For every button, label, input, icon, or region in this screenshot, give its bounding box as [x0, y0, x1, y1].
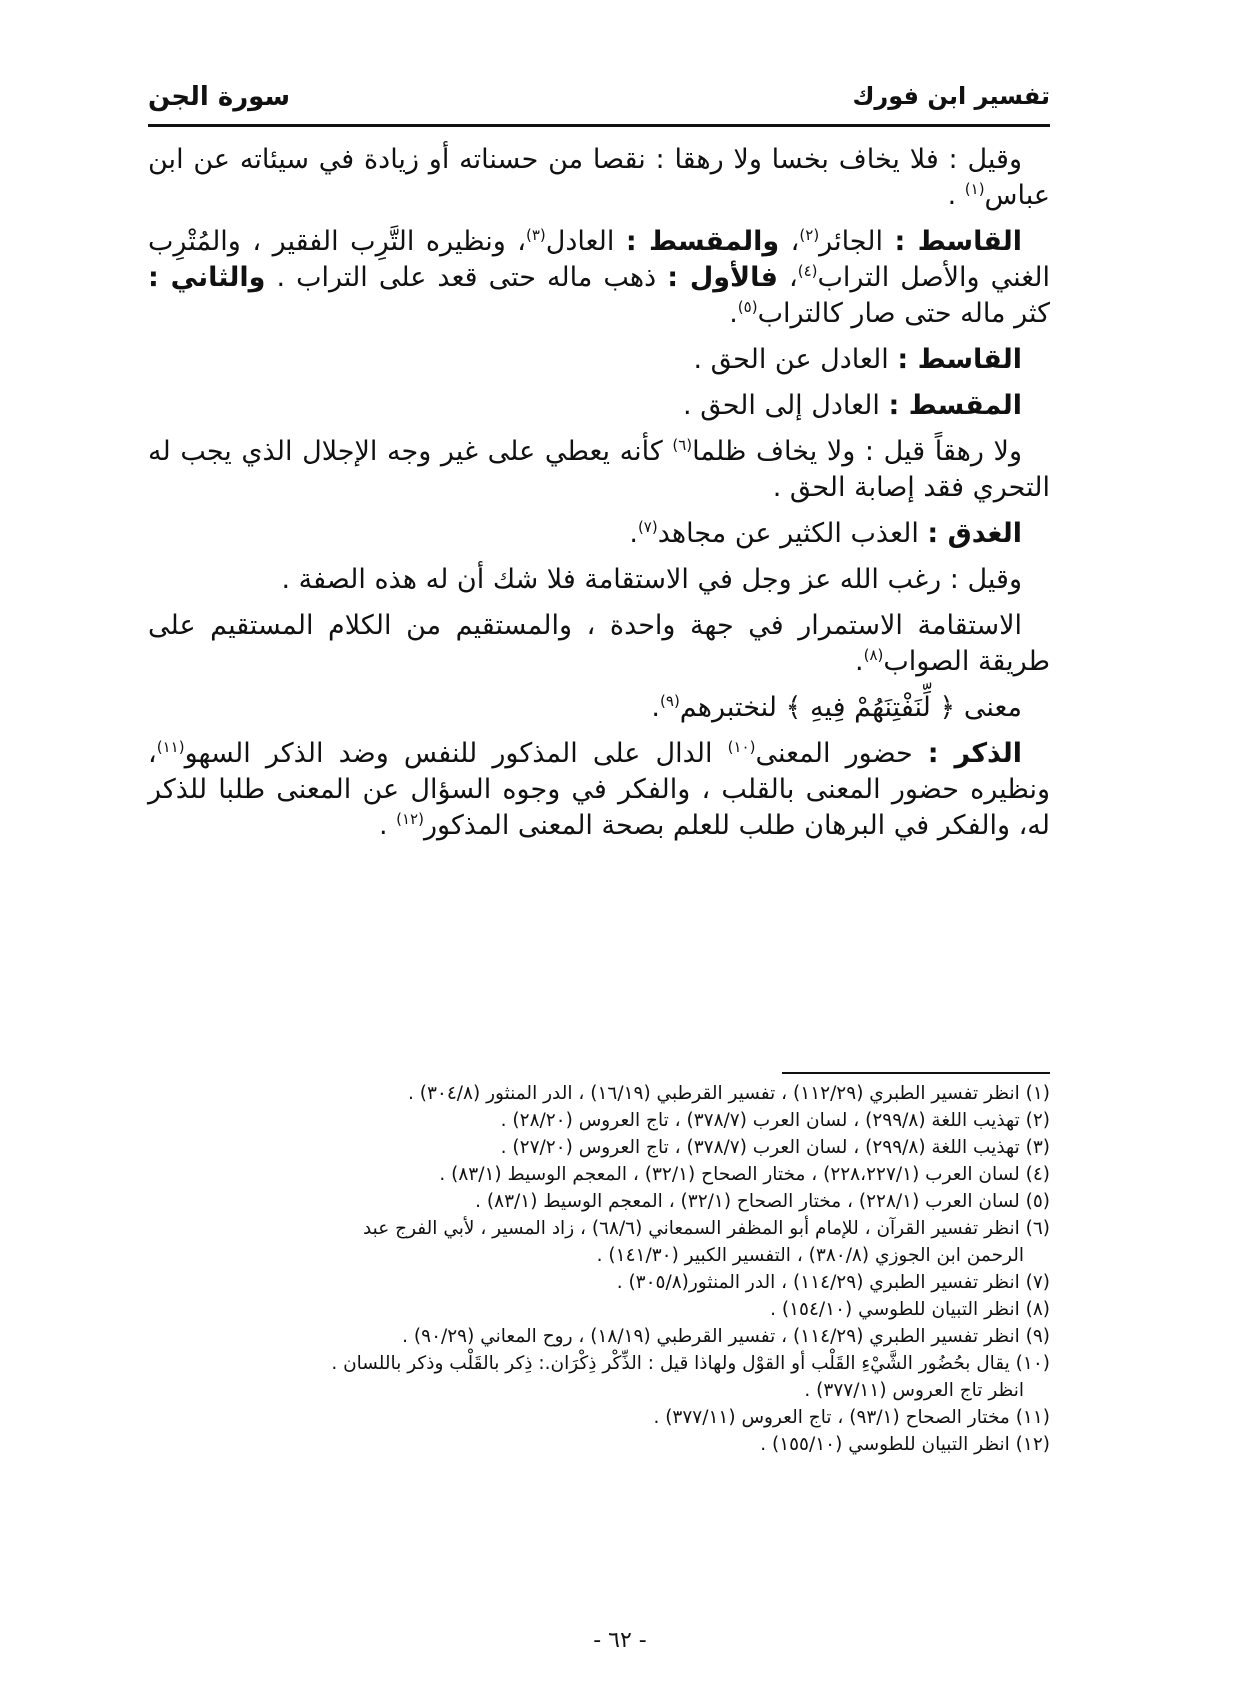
defined-term: والثاني :	[148, 262, 266, 293]
footnote	[148, 1215, 1050, 1269]
text-run: ولا رهقاً قيل : ولا يخاف ظلما	[692, 436, 1022, 467]
footnote-ref: (٧)	[637, 518, 658, 536]
footnote-continuation: انظر تاج العروس (٣٧٧/١١) .	[804, 1380, 1024, 1401]
text-run: العادل	[545, 226, 626, 257]
text-run: .	[947, 180, 965, 211]
footnotes	[148, 1080, 1050, 1458]
footnote	[148, 1107, 1050, 1134]
footnote	[148, 1188, 1050, 1215]
footnote-text: (٣) تهذيب اللغة (٢٩٩/٨) ، لسان العرب (٣٧٨/٧) ، تاج العروس (٢٧/٢٠) .	[500, 1137, 1050, 1158]
paragraph	[148, 690, 1050, 726]
running-header	[148, 82, 1050, 124]
text-run: ، ونظيره التَّرِب الفقير ، والمُتْرِب الغني والأصل التراب	[148, 226, 1050, 293]
defined-term: القاسط :	[897, 344, 1022, 375]
footnote	[148, 1134, 1050, 1161]
footnote-separator	[782, 1072, 1050, 1074]
paragraph	[148, 388, 1050, 424]
footnote-text: (٨) انظر التبيان للطوسي (١٥٤/١٠) .	[770, 1299, 1050, 1320]
text-run: .	[854, 646, 864, 677]
footnote-text: (١٢) انظر التبيان للطوسي (١٥٥/١٠) .	[760, 1434, 1050, 1455]
text-run: وقيل : رغب الله عز وجل في الاستقامة فلا شك أن له هذه الصفة .	[281, 564, 1022, 595]
book-title: تفسير ابن فورك	[852, 82, 1050, 110]
paragraph	[148, 736, 1050, 844]
footnote	[148, 1323, 1050, 1350]
text-run: كأنه يعطي على غير وجه الإجلال الذي يجب له التحري فقد إصابة الحق .	[148, 436, 1050, 503]
footnote	[148, 1080, 1050, 1107]
text-run: الدال على المذكور للنفس وضد الذكر السهو	[184, 738, 728, 769]
text-run: ، ونظيره حضور المعنى بالقلب ، والفكر في وجوه السؤال عن المعنى طلبا للذكر له، والفكر في البرهان طلب للعلم بصحة المعنى المذكور	[148, 738, 1050, 841]
paragraph	[148, 608, 1050, 680]
defined-term: المقسط :	[888, 390, 1022, 421]
footnote-text: (٩) انظر تفسير الطبري (١١٤/٢٩) ، تفسير القرطبي (١٨/١٩) ، روح المعاني (٩٠/٢٩) .	[402, 1326, 1050, 1347]
text-run: العذب الكثير عن مجاهد	[657, 518, 928, 549]
text-run: الاستقامة الاستمرار في جهة واحدة ، والمستقيم من الكلام المستقيم على طريقة الصواب	[148, 610, 1050, 677]
quran-quote: ﴿ لِّنَفْتِنَهُمْ فِيهِ ﴾	[785, 692, 956, 723]
defined-term: فالأول :	[667, 262, 778, 293]
footnote-ref: (١)	[964, 180, 985, 198]
text-run: ،	[777, 262, 798, 293]
text-run: حضور المعنى	[755, 738, 928, 769]
text-run: .	[629, 518, 638, 549]
page-number: - ٦٢ -	[593, 1628, 647, 1653]
text-run: .	[378, 810, 397, 841]
text-run: وقيل : فلا يخاف بخسا ولا رهقا : نقصا من حسناته أو زيادة في سيئاته عن ابن عباس	[148, 144, 1050, 211]
defined-term: الذكر :	[927, 738, 1023, 769]
footnote-ref: (٨)	[863, 646, 884, 664]
paragraph	[148, 342, 1050, 378]
footnote-ref: (٩)	[660, 692, 680, 710]
text-run: ذهب ماله حتى قعد على التراب .	[265, 262, 668, 293]
text-run: معنى	[955, 692, 1022, 723]
footnote-text: (٢) تهذيب اللغة (٢٩٩/٨) ، لسان العرب (٣٧٨/٧) ، تاج العروس (٢٨/٢٠) .	[500, 1110, 1050, 1131]
footnote-ref: (١٢)	[396, 810, 424, 828]
footnote-ref: (٣)	[526, 226, 546, 244]
main-text	[148, 142, 1050, 854]
footnote-text: (٦) انظر تفسير القرآن ، للإمام أبو المظفر السمعاني (٦٨/٦) ، زاد المسير ، لأبي الفرج عبد	[362, 1218, 1050, 1239]
footnote-ref: (٦)	[672, 436, 693, 454]
defined-term: والمقسط :	[625, 226, 780, 257]
paragraph	[148, 224, 1050, 332]
paragraph	[148, 142, 1050, 214]
text-run: العادل عن الحق .	[693, 344, 898, 375]
header-rule	[148, 124, 1050, 127]
footnote	[148, 1161, 1050, 1188]
text-run: العادل إلى الحق .	[683, 390, 889, 421]
footnote-ref: (٥)	[737, 298, 758, 316]
text-run: الجائر	[819, 226, 895, 257]
footnote	[148, 1296, 1050, 1323]
footnote-text: (٤) لسان العرب (٢٢٨،٢٢٧/١) ، مختار الصحاح (٣٢/١) ، المعجم الوسيط (٨٣/١) .	[439, 1164, 1050, 1185]
footnote-text: (٥) لسان العرب (٢٢٨/١) ، مختار الصحاح (٣٢/١) ، المعجم الوسيط (٨٣/١) .	[475, 1191, 1050, 1212]
footnote-ref: (٢)	[799, 226, 820, 244]
text-run: .	[729, 298, 738, 329]
footnote-text: (١) انظر تفسير الطبري (١١٢/٢٩) ، تفسير القرطبي (١٦/١٩) ، الدر المنثور (٣٠٤/٨) .	[408, 1083, 1050, 1104]
footnote-ref: (١٠)	[727, 738, 756, 756]
paragraph	[148, 516, 1050, 552]
footnote	[148, 1269, 1050, 1296]
footnote	[148, 1404, 1050, 1431]
footnote	[148, 1431, 1050, 1458]
footnote-text: (١٠) يقال بحُضُور الشَّيْءِ القَلْب أو القوْل ولهاذا قيل : الذِّكْر ذِكْرَان.: ذِكر بالقَلْب وذكر باللسان .	[331, 1353, 1050, 1374]
defined-term: القاسط :	[894, 226, 1023, 257]
paragraph	[148, 434, 1050, 506]
footnote-text: (١١) مختار الصحاح (٩٣/١) ، تاج العروس (٣٧٧/١١) .	[653, 1407, 1050, 1428]
footnote	[148, 1350, 1050, 1404]
footnote-text: (٧) انظر تفسير الطبري (١١٤/٢٩) ، الدر المنثور(٣٠٥/٨) .	[616, 1272, 1050, 1293]
footnote-ref: (١١)	[156, 738, 185, 756]
surah-title: سورة الجن	[148, 82, 291, 112]
footnote-ref: (٤)	[797, 262, 818, 280]
defined-term: الغدق :	[927, 518, 1022, 549]
text-run: .	[651, 692, 661, 723]
paragraph	[148, 562, 1050, 598]
text-run: ،	[779, 226, 800, 257]
text-run: كثر ماله حتى صار كالتراب	[757, 298, 1050, 329]
text-run: لنختبرهم	[679, 692, 786, 723]
footnote-continuation: الرحمن ابن الجوزي (٣٨٠/٨) ، التفسير الكبير (١٤١/٣٠) .	[596, 1245, 1024, 1266]
